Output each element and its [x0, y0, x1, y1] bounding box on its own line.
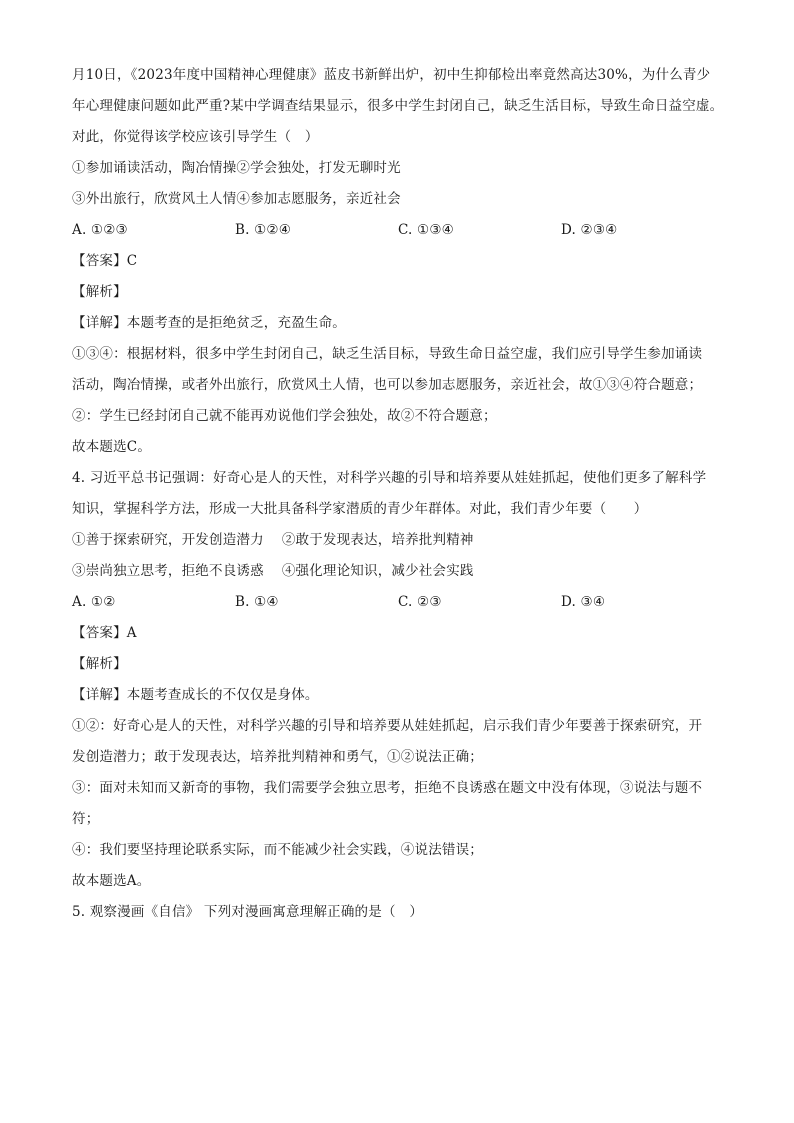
q4-option-c: C. ②③ — [398, 594, 442, 610]
q3-detail: 【详解】本题考查的是拒绝贫乏，充盈生命。 — [72, 315, 346, 331]
q3-option-a: A. ①②③ — [72, 222, 128, 238]
q3-conclusion: 故本题选C。 — [72, 439, 152, 455]
document-page — [72, 60, 732, 928]
q3-option-d: D. ②③④ — [561, 222, 618, 238]
q4-explanation-1a: ①②：好奇心是人的天性，对科学兴趣的引导和培养要从娃娃抓起，启示我们青少年要善于探索研究，开 — [72, 718, 703, 734]
q3-explanation-2: ②：学生已经封闭自己就不能再劝说他们学会独处，故②不符合题意； — [72, 408, 497, 424]
q4-item-1: ①善于探索研究，开发创造潜力 — [72, 532, 264, 548]
q4-detail: 【详解】本题考查成长的不仅仅是身体。 — [72, 687, 319, 703]
q4-items-line-1 — [72, 525, 732, 556]
q4-stem-line-1: 4. 习近平总书记强调：好奇心是人的天性，对科学兴趣的引导和培养要从娃娃抓起，使他们更多了解科学 — [72, 470, 707, 486]
q3-stem-line-2: 年心理健康问题如此严重?某中学调查结果显示，很多中学生封闭自己，缺乏生活目标，导致生命日益空虚。 — [72, 98, 724, 114]
q3-analysis-title: 【解析】 — [72, 284, 127, 300]
q4-items-line-2 — [72, 556, 732, 587]
q5-stem: 5. 观察漫画《自信》 下列对漫画寓意理解正确的是（ ） — [72, 904, 424, 920]
q3-stem-line-1: 月10日，《2023年度中国精神心理健康》蓝皮书新鲜出炉，初中生抑郁检出率竟然高达30%，为什么青少 — [72, 67, 711, 83]
q4-explanation-1b: 发创造潜力；敢于发现表达，培养批判精神和勇气，①②说法正确； — [72, 749, 483, 765]
q4-conclusion: 故本题选A。 — [72, 873, 151, 889]
q4-explanation-2a: ③：面对未知而又新奇的事物，我们需要学会独立思考，拒绝不良诱惑在题文中没有体现，③说法与题不 — [72, 780, 703, 796]
q3-items-line-2: ③外出旅行，欣赏风土人情④参加志愿服务，亲近社会 — [72, 191, 401, 207]
q3-answer: 【答案】C — [72, 253, 138, 269]
q3-explanation-1a: ①③④：根据材料，很多中学生封闭自己，缺乏生活目标，导致生命日益空虚，我们应引导学生参加诵读 — [72, 346, 703, 362]
q4-explanation-3: ④：我们要坚持理论联系实际，而不能减少社会实践，④说法错误； — [72, 842, 483, 858]
q3-options — [72, 215, 732, 246]
q4-item-2: ②敢于发现表达，培养批判精神 — [281, 532, 474, 548]
q4-answer: 【答案】A — [72, 625, 137, 641]
q4-item-3: ③崇尚独立思考，拒绝不良诱惑 — [72, 563, 264, 579]
q3-option-c: C. ①③④ — [398, 222, 454, 238]
q4-stem-line-2: 知识，掌握科学方法，形成一大批具备科学家潜质的青少年群体。对此，我们青少年要（ ） — [72, 501, 648, 517]
q4-analysis-title: 【解析】 — [72, 656, 127, 672]
q4-option-b: B. ①④ — [235, 594, 279, 610]
q3-items-line-1: ①参加诵读活动，陶冶情操②学会独处，打发无聊时光 — [72, 160, 401, 176]
q4-option-d: D. ③④ — [561, 594, 606, 610]
q4-explanation-2b: 符； — [72, 811, 100, 827]
q4-options — [72, 587, 732, 618]
q3-stem-line-3: 对此，你觉得该学校应该引导学生（ ） — [72, 129, 319, 145]
q3-option-b: B. ①②④ — [235, 222, 292, 238]
q4-option-a: A. ①② — [72, 594, 116, 610]
q3-explanation-1b: 活动，陶冶情操，或者外出旅行，欣赏风土人情，也可以参加志愿服务，亲近社会，故①③④符合题意； — [72, 377, 703, 393]
q4-item-4: ④强化理论知识，减少社会实践 — [281, 563, 474, 579]
